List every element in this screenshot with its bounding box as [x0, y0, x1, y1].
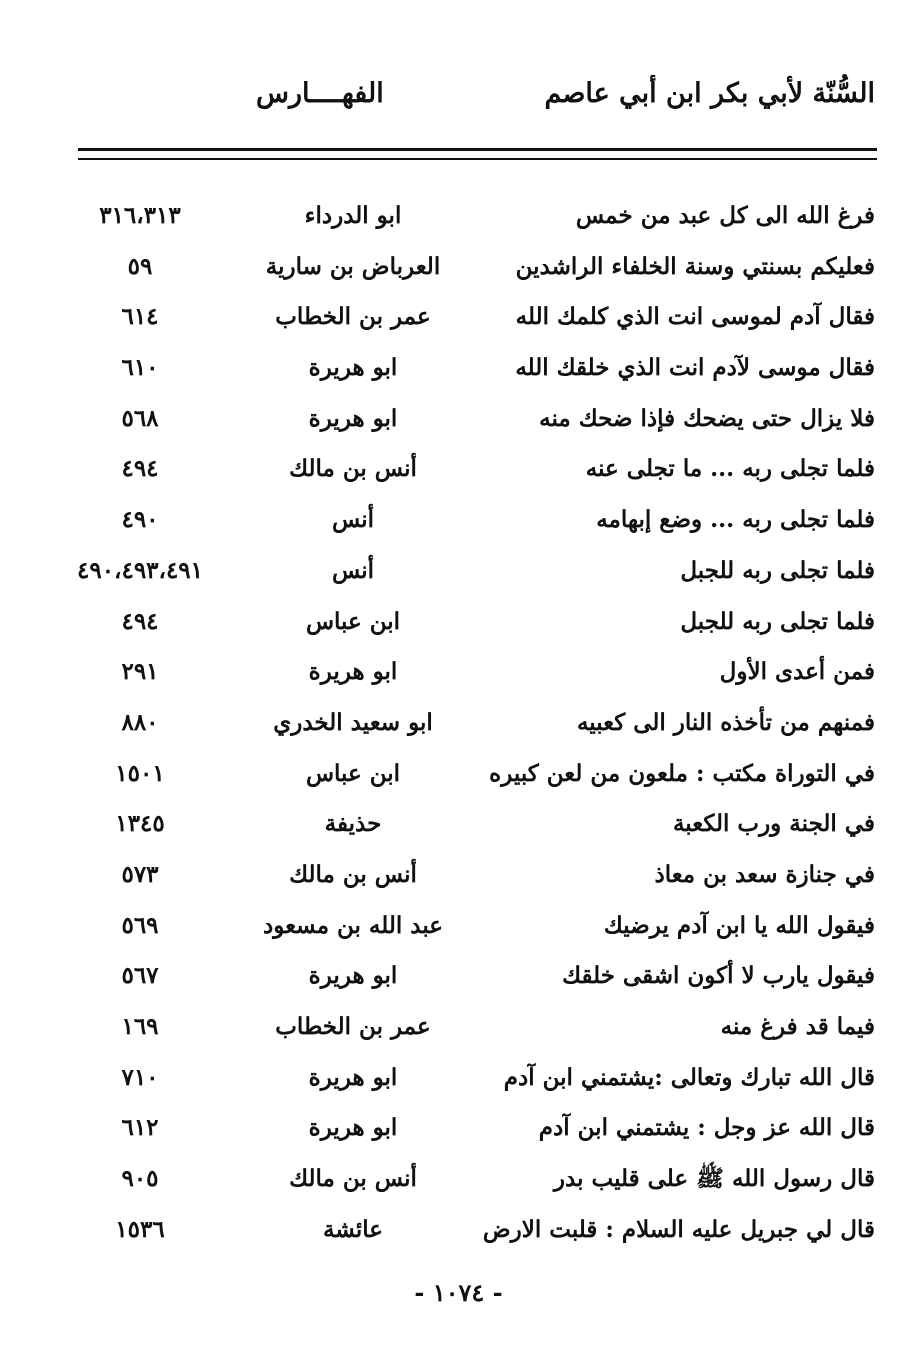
narrator-name: ابو الدرداء [304, 202, 402, 229]
index-row [40, 1106, 875, 1157]
hadith-text: فعليكم بسنتي وسنة الخلفاء الراشدين [515, 252, 875, 280]
index-row [40, 650, 875, 701]
hadith-numbers: ٤٩٠ [121, 506, 159, 534]
hadith-numbers: ٥٧٣ [121, 860, 159, 888]
hadith-text: في التوراة مكتب : ملعون من لعن كبيره [489, 759, 875, 787]
narrator-name: ابو هريرة [308, 354, 398, 382]
narrator-name: ابن عباس [305, 607, 401, 635]
index-row [40, 1056, 875, 1107]
hadith-text: قال رسول الله ﷺ على قليب بدر [553, 1165, 875, 1193]
index-row [40, 295, 875, 346]
page-header [60, 78, 875, 128]
hadith-numbers: ٢٩١ [121, 658, 159, 686]
hadith-text: فمنهم من تأخذه النار الى كعبيه [576, 708, 875, 736]
hadith-text: فلما تجلى ربه للجبل [680, 607, 875, 635]
narrator-name: ابو هريرة [308, 658, 398, 686]
index-row [40, 600, 875, 651]
narrator-name: عمر بن الخطاب [275, 1013, 431, 1040]
index-row [40, 954, 875, 1005]
narrator-name: أنس [331, 556, 375, 584]
index-row [40, 245, 875, 296]
hadith-numbers: ٤٩٠،٤٩٣،٤٩١ [76, 556, 204, 584]
narrator-name: عمر بن الخطاب [275, 303, 431, 331]
hadith-numbers: ٦١٤ [121, 303, 159, 331]
hadith-numbers: ١٥٠١ [115, 759, 165, 787]
narrator-name: ابو هريرة [308, 1063, 398, 1091]
hadith-numbers: ٦١٢ [121, 1114, 159, 1142]
hadith-text: في جنازة سعد بن معاذ [654, 860, 875, 888]
hadith-numbers: ٣١٦،٣١٣ [99, 202, 181, 229]
index-row [40, 498, 875, 549]
hadith-numbers: ١٥٣٦ [115, 1215, 165, 1243]
hadith-numbers: ٨٨٠ [121, 708, 159, 736]
hadith-text: فيقول يارب لا أكون اشقى خلقك [562, 962, 875, 990]
hadith-numbers: ٦١٠ [121, 354, 159, 382]
hadith-text: فيما قد فرغ منه [720, 1013, 875, 1040]
section-title: الفهــــارس [256, 78, 384, 109]
hadith-numbers: ٥٦٧ [121, 962, 159, 990]
narrator-name: حذيفة [324, 810, 382, 838]
page-number: - ١٠٧٤ - [414, 1278, 503, 1307]
hadith-numbers: ٥٦٩ [121, 911, 159, 939]
narrator-name: أنس بن مالك [289, 860, 417, 888]
hadith-text: فلما تجلى ربه ... ما تجلى عنه [585, 455, 875, 483]
hadith-text: فرغ الله الى كل عبد من خمس [575, 202, 875, 229]
narrator-name: ابو سعيد الخدري [273, 708, 433, 736]
hadith-text: قال لي جبريل عليه السلام : قلبت الارض [482, 1215, 875, 1243]
index-row [40, 904, 875, 955]
index-row [40, 701, 875, 752]
hadith-numbers: ٥٦٨ [121, 404, 159, 432]
index-entries [40, 194, 875, 1258]
hadith-numbers: ١٣٤٥ [115, 810, 165, 838]
hadith-text: فمن أعدى الأول [719, 658, 875, 686]
index-row [40, 1208, 875, 1259]
narrator-name: العرباض بن سارية [265, 252, 441, 280]
hadith-text: فلما تجلى ربه ... وضع إبهامه [596, 506, 875, 534]
index-row [40, 802, 875, 853]
hadith-numbers: ١٦٩ [121, 1013, 159, 1040]
narrator-name: ابن عباس [305, 759, 401, 787]
narrator-name: ابو هريرة [308, 404, 398, 432]
hadith-text: فلا يزال حتى يضحك فإذا ضحك منه [539, 404, 875, 432]
hadith-text: قال الله تبارك وتعالى :يشتمني ابن آدم [503, 1063, 875, 1091]
narrator-name: أنس [331, 506, 375, 534]
narrator-name: ابو هريرة [308, 1114, 398, 1142]
hadith-text: فقال آدم لموسى انت الذي كلمك الله [515, 303, 875, 331]
header-rule-thin [78, 158, 877, 160]
index-row [40, 447, 875, 498]
narrator-name: أنس بن مالك [289, 455, 417, 483]
index-row [40, 1157, 875, 1208]
narrator-name: ابو هريرة [308, 962, 398, 990]
index-row [40, 346, 875, 397]
narrator-name: عبد الله بن مسعود [262, 911, 444, 939]
hadith-numbers: ٤٩٤ [121, 455, 159, 483]
narrator-name: عائشة [323, 1215, 383, 1243]
hadith-numbers: ٧١٠ [121, 1063, 159, 1091]
index-row [40, 853, 875, 904]
index-row [40, 1005, 875, 1056]
header-rule-thick [78, 148, 877, 151]
index-row [40, 397, 875, 448]
hadith-numbers: ٤٩٤ [121, 607, 159, 635]
index-row [40, 194, 875, 245]
hadith-text: فقال موسى لآدم انت الذي خلقك الله [515, 354, 875, 382]
index-row [40, 549, 875, 600]
narrator-name: أنس بن مالك [289, 1165, 417, 1193]
index-row [40, 752, 875, 803]
hadith-text: في الجنة ورب الكعبة [672, 810, 875, 838]
hadith-text: فيقول الله يا ابن آدم يرضيك [603, 911, 875, 939]
book-title: السُّنّة لأبي بكر ابن أبي عاصم [544, 78, 875, 109]
hadith-text: فلما تجلى ربه للجبل [680, 556, 875, 584]
hadith-text: قال الله عز وجل : يشتمني ابن آدم [538, 1114, 875, 1142]
hadith-numbers: ٥٩ [127, 252, 153, 280]
hadith-numbers: ٩٠٥ [121, 1165, 159, 1193]
